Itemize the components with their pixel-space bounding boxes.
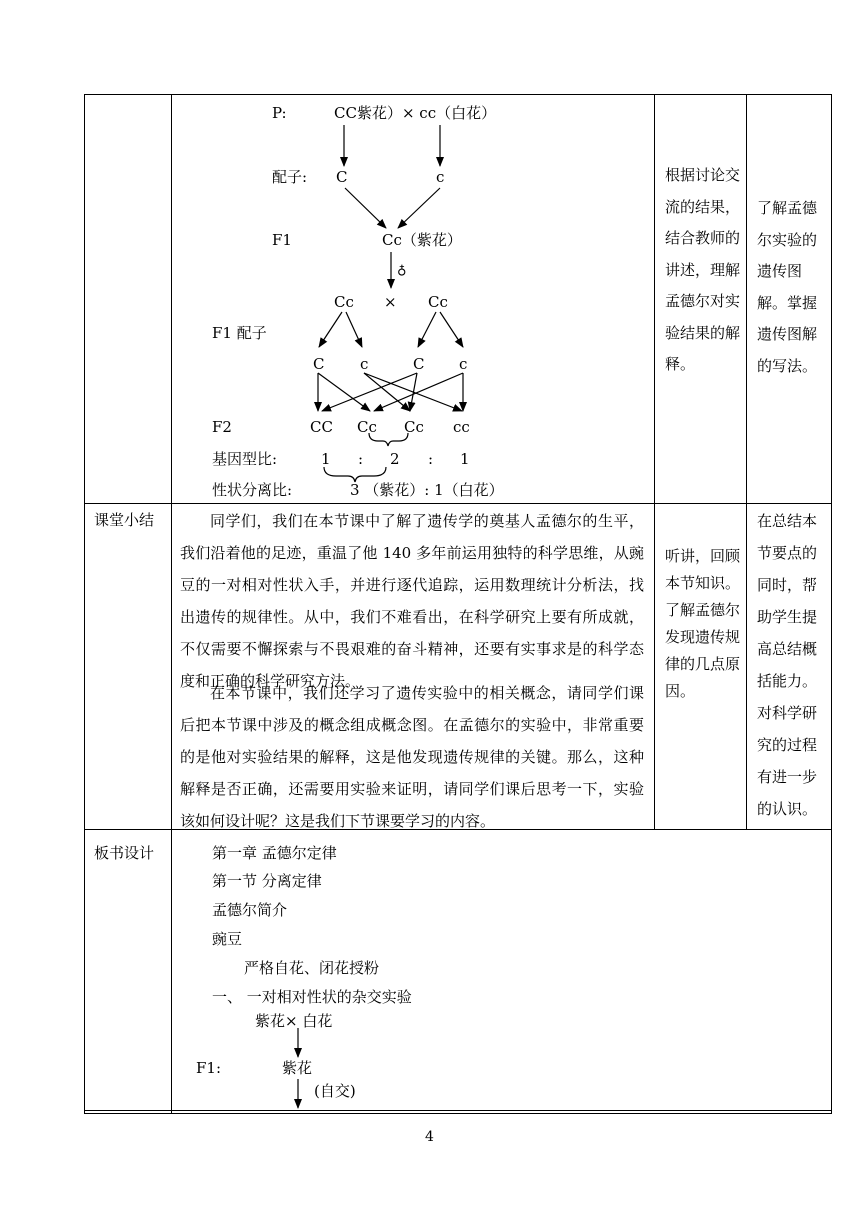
f1-gamete-1: C [313,355,325,373]
board-f1-label: F1: [196,1059,222,1077]
board-f1-value: 紫花 [282,1059,313,1077]
brace-genotype-ratio [324,467,386,482]
arrow-cross-6 [410,373,417,411]
board-line-1: 第一章 孟德尔定律 [212,844,337,862]
board-cross: 紫花× 白花 [255,1012,333,1030]
f2-label: F2 [212,418,232,436]
board-line-3: 孟德尔简介 [212,901,288,919]
summary-paragraph-1: 同学们，我们在本节课中了解了遗传学的奠基人孟德尔的生平，我们沿着他的足迹，重温了他 140 多年前运用独特的科学思维，从豌豆的一对相对性状入手，并进行逐代追踪，运用数理统计分析法，找出遗传的规律性。从中，我们不难看出，在科学研究上要有所成就，不仅需要不懈探索与不畏艰难的奋斗精神，还要有实事求是的科学态度和正确的科学研究方法。 [180,512,644,690]
genotype-ratio-1: 1 [321,450,331,468]
f1-cross-symbol: × [384,293,397,311]
f2-genotype-2: Cc [357,418,377,436]
row2-design-intent: 在总结本节要点的同时，帮助学生提高总结概括能力。对科学研究的过程有进一步的认识。 [757,512,818,818]
summary-paragraph-2: 在本节课中，我们还学习了遗传实验中的相关概念，请同学们课后把本节课中涉及的概念组成概念图。在孟德尔的实验中，非常重要的是他对实验结果的解释，这是他发现遗传规律的关键。那么，这种解释是否正确，还需要用实验来证明，请同学们课后思考一下，实验该如何设计呢？这是我们下节课要学习的内容。 [180,684,644,830]
f1-gamete-label: F1 配子 [212,324,267,342]
f1-gamete-4: c [459,355,468,373]
phenotype-ratio-label: 性状分离比: [212,481,293,499]
page-number: 4 [425,1129,434,1145]
f2-genotype-3: Cc [404,418,424,436]
board-line-2: 第一节 分离定律 [212,872,322,890]
genotype-ratio-colon-2: : [428,450,434,468]
genotype-ratio-colon-1: : [358,450,364,468]
f1-gamete-2: c [360,355,369,373]
f1-gamete-3: C [413,355,425,373]
arrow-C-to-f1 [345,188,386,228]
row1-student-activity: 根据讨论交流的结果，结合教师的讲述，理解孟德尔对实验结果的解释。 [665,166,741,373]
arrow-f1-left-to-c [346,312,362,347]
board-selfing-label: (自交) [314,1082,356,1100]
phenotype-ratio-value: 3 （紫花）: 1（白花） [350,481,504,499]
arrow-f1-left-to-C [319,312,342,347]
f1-label: F1 [272,231,292,249]
arrow-f1-right-to-C [418,312,436,347]
board-line-6: 一、 一对相对性状的杂交实验 [212,988,412,1006]
board-line-5: 严格自花、闭花授粉 [244,959,380,977]
gamete-c: c [436,168,445,186]
genotype-ratio-3: 1 [460,450,470,468]
gamete-C: C [336,168,348,186]
selfing-symbol: ♁ [397,263,407,278]
board-line-4: 豌豆 [212,930,243,948]
f1-parent-right: Cc [428,293,448,311]
row3-label: 板书设计 [94,844,155,862]
f2-genotype-1: CC [310,418,333,436]
row2-student-activity: 听讲，回顾本节知识。了解孟德尔发现遗传规律的几点原因。 [665,547,741,700]
p-generation-label: P: [272,104,287,122]
row2-label: 课堂小结 [94,511,155,529]
arrow-cross-2 [318,373,370,411]
arrow-f1-right-to-c [440,312,463,347]
p-generation-cross: CC紫花）× cc（白花） [334,104,497,122]
f1-genotype: Cc（紫花） [382,231,462,249]
arrow-c-to-f1 [398,188,440,228]
f2-genotype-4: cc [453,418,470,436]
row1-design-intent: 了解孟德尔实验的遗传图解。掌握遗传图解的写法。 [757,199,818,375]
genotype-ratio-label: 基因型比: [212,450,278,468]
f1-parent-left: Cc [334,293,354,311]
gamete-label: 配子: [272,168,308,186]
genotype-ratio-2: 2 [390,450,400,468]
